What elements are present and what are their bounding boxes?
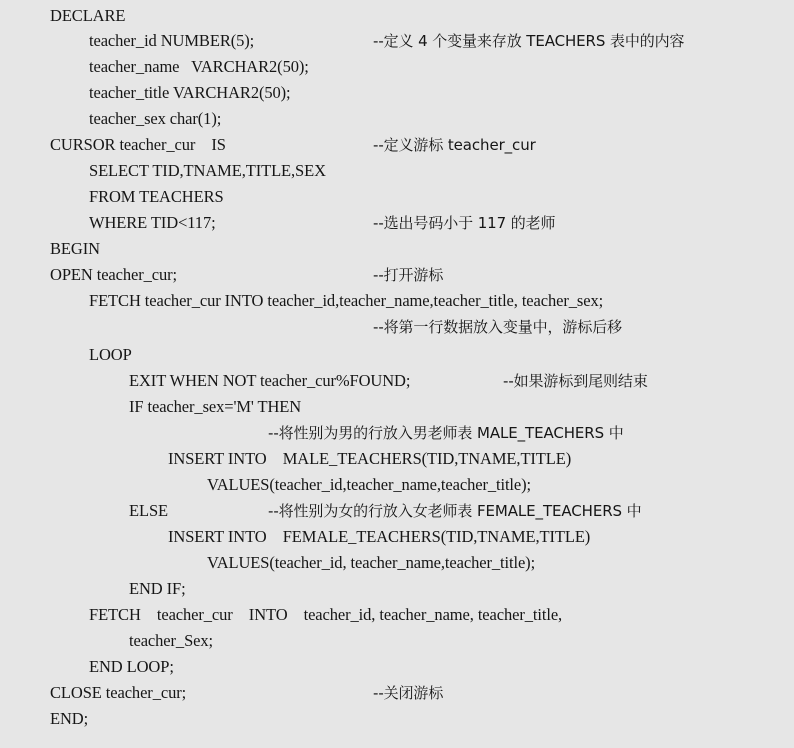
code-comment: --如果游标到尾则结束 — [503, 372, 648, 390]
code-line: DECLARE — [50, 6, 126, 25]
code-comment: --定义 4 个变量来存放 TEACHERS 表中的内容 — [373, 32, 685, 50]
code-line: CLOSE teacher_cur; — [50, 683, 187, 702]
code-line: WHERE TID<117; — [89, 213, 216, 232]
code-line: END IF; — [129, 579, 186, 598]
code-line: FROM TEACHERS — [89, 187, 224, 206]
code-line: CURSOR teacher_cur IS — [50, 135, 226, 154]
code-line: INSERT INTO MALE_TEACHERS(TID,TNAME,TITLE) — [168, 449, 572, 468]
code-line: END LOOP; — [89, 657, 174, 676]
code-comment: --将性别为男的行放入男老师表 MALE_TEACHERS 中 — [268, 424, 624, 442]
code-line: FETCH teacher_cur INTO teacher_id, teacher_name, teacher_title, — [89, 605, 563, 624]
code-comment: --将性别为女的行放入女老师表 FEMALE_TEACHERS 中 — [268, 502, 642, 520]
code-line: teacher_name VARCHAR2(50); — [89, 57, 309, 76]
code-comment: --选出号码小于 117 的老师 — [373, 214, 556, 232]
code-comment: --关闭游标 — [373, 684, 444, 702]
code-line: LOOP — [89, 345, 132, 364]
code-line: teacher_title VARCHAR2(50); — [89, 83, 291, 102]
code-line: IF teacher_sex='M' THEN — [129, 397, 302, 416]
code-line: INSERT INTO FEMALE_TEACHERS(TID,TNAME,TITLE) — [168, 527, 591, 546]
code-line: VALUES(teacher_id, teacher_name,teacher_title); — [207, 553, 536, 572]
code-line: teacher_Sex; — [129, 631, 214, 650]
code-line: VALUES(teacher_id,teacher_name,teacher_title); — [207, 475, 532, 494]
code-comment: --将第一行数据放入变量中，游标后移 — [373, 318, 623, 336]
code-line: OPEN teacher_cur; — [50, 265, 178, 284]
code-comment: --定义游标 teacher_cur — [373, 136, 536, 154]
code-line: teacher_sex char(1); — [89, 109, 222, 128]
code-line: SELECT TID,TNAME,TITLE,SEX — [89, 161, 326, 180]
code-line: FETCH teacher_cur INTO teacher_id,teacher_name,teacher_title, teacher_sex; — [89, 291, 604, 310]
code-comment: --打开游标 — [373, 266, 444, 284]
code-line: teacher_id NUMBER(5); — [89, 31, 255, 50]
code-line: BEGIN — [50, 239, 100, 258]
code-line: ELSE — [129, 501, 169, 520]
code-line: EXIT WHEN NOT teacher_cur%FOUND; — [129, 371, 411, 390]
code-line: END; — [50, 709, 89, 728]
